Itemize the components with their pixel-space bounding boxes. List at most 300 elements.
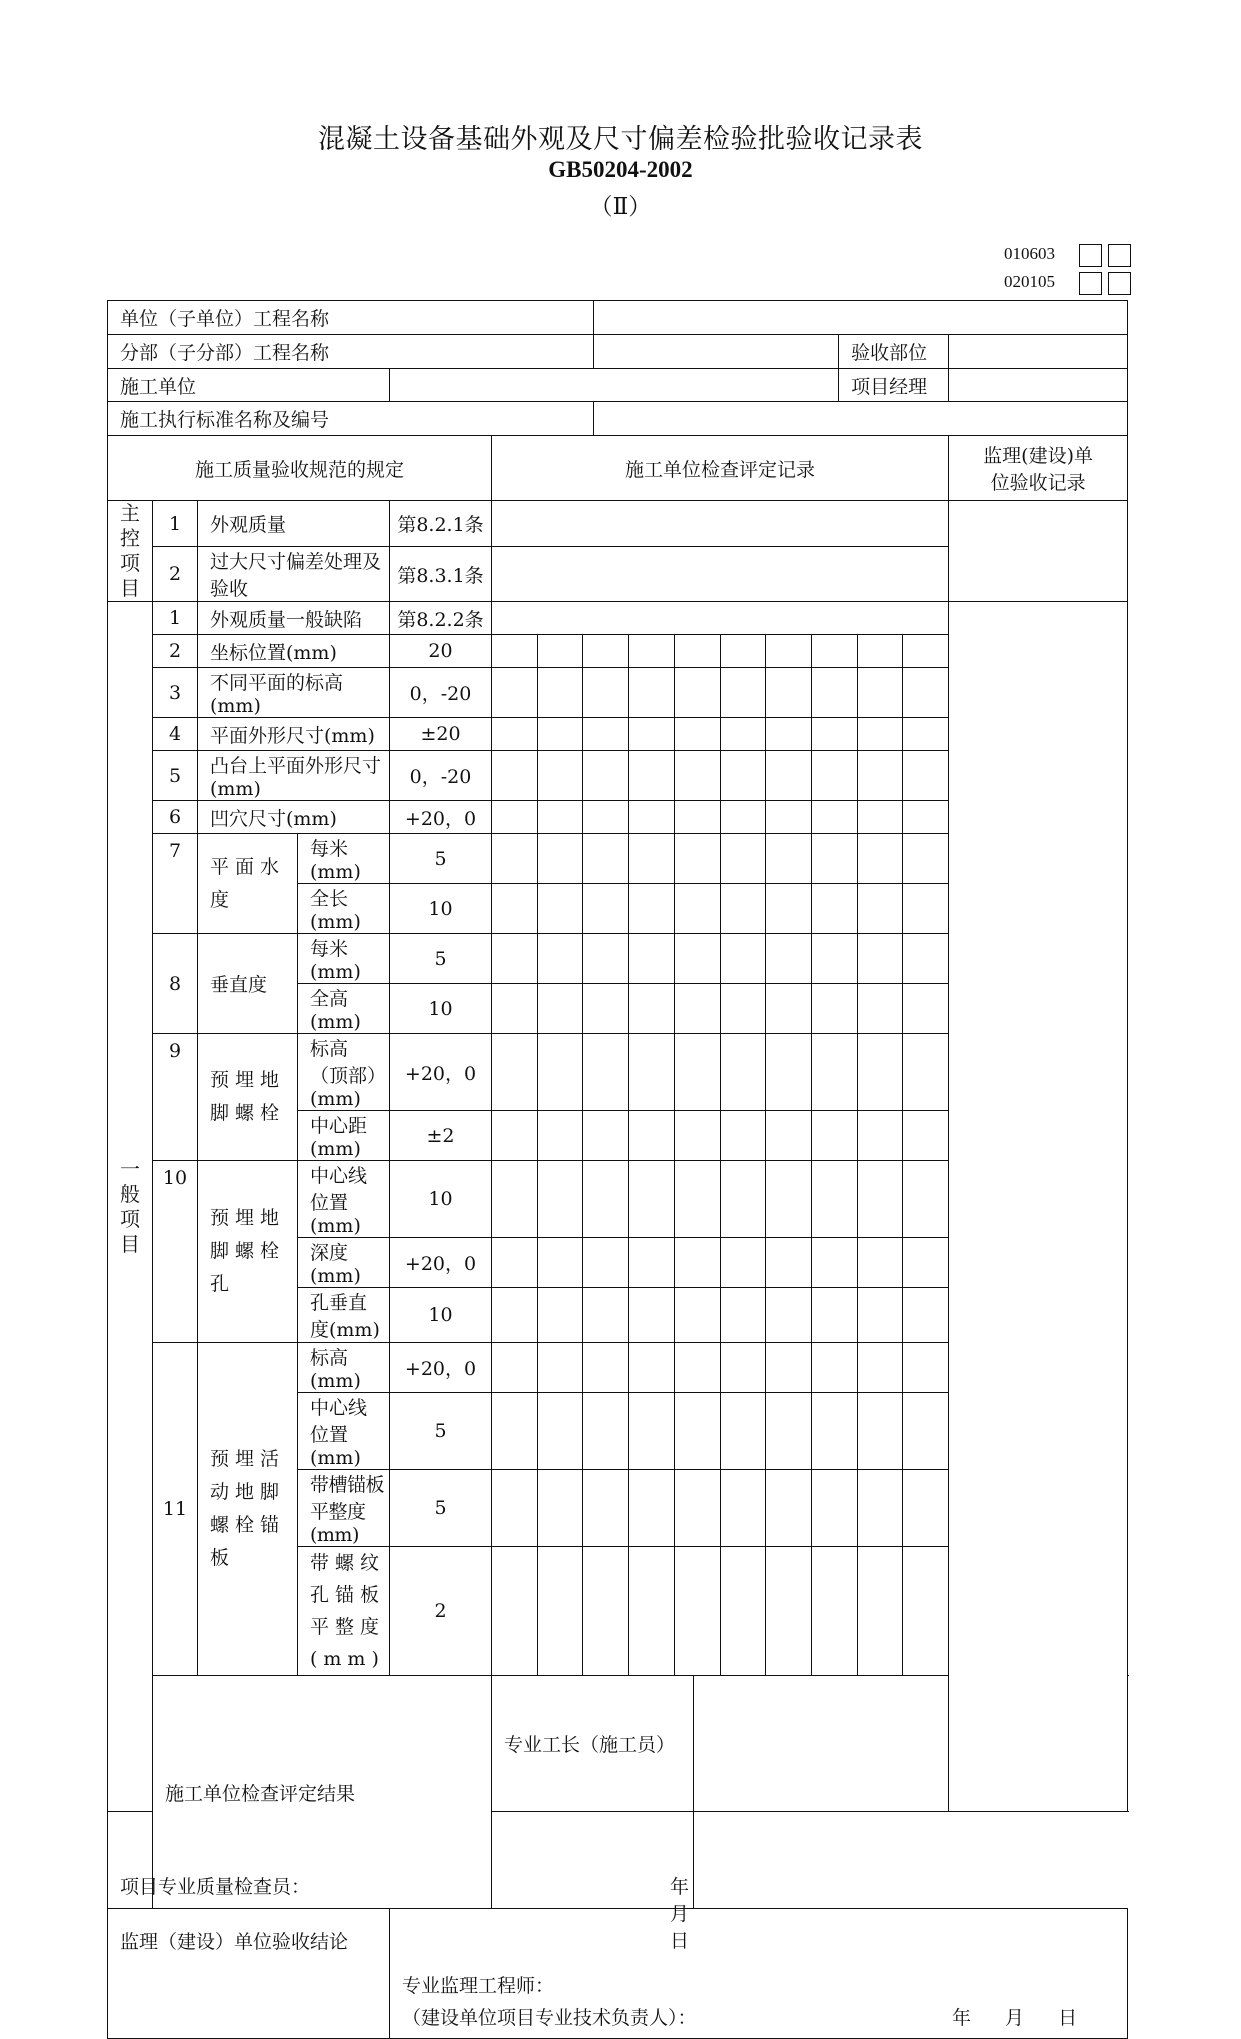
measurement-cells[interactable]: [492, 635, 949, 668]
measurement-cell[interactable]: [675, 934, 721, 983]
measurement-cell[interactable]: [721, 1547, 767, 1675]
supervisor-header-line2: 位验收记录: [990, 472, 1086, 494]
measurement-cell[interactable]: [675, 718, 721, 750]
measurement-cells[interactable]: [492, 668, 949, 718]
measurement-cell[interactable]: [903, 751, 948, 800]
measurement-cells[interactable]: [492, 884, 949, 934]
measurement-cell[interactable]: [766, 834, 812, 883]
measurement-cell[interactable]: [675, 1393, 721, 1469]
sub-item-name: 全长(mm): [298, 884, 390, 934]
measurement-cell[interactable]: [812, 934, 858, 983]
measurement-cell[interactable]: [492, 1111, 538, 1160]
measurement-cell[interactable]: [583, 884, 629, 933]
measurement-cells[interactable]: [492, 751, 949, 801]
measurement-cell[interactable]: [903, 934, 948, 983]
tolerance-value: ±2: [390, 1111, 492, 1161]
tolerance-value: 10: [390, 1288, 492, 1343]
sub-item-name: 带槽锚板平整度(mm): [298, 1470, 390, 1547]
measurement-cell[interactable]: [538, 984, 584, 1033]
measurement-cell[interactable]: [721, 1111, 767, 1160]
sub-item-name: 带螺纹孔锚板平整度(mm): [298, 1547, 390, 1676]
measurement-cells[interactable]: [492, 718, 949, 751]
measurement-cell[interactable]: [538, 834, 584, 883]
measurement-cell[interactable]: [903, 1238, 948, 1287]
acceptance-part-field[interactable]: [949, 335, 1128, 369]
measurement-cell[interactable]: [721, 718, 767, 750]
measurement-cell[interactable]: [492, 1288, 538, 1342]
measurement-cell[interactable]: [903, 984, 948, 1033]
measurement-cell[interactable]: [492, 884, 538, 933]
tolerance-value: 10: [390, 984, 492, 1034]
general-group-text: 一般项目: [120, 1156, 140, 1256]
measurement-cell[interactable]: [721, 884, 767, 933]
tolerance-value: +20，0: [390, 1034, 492, 1111]
measurement-cell[interactable]: [766, 1547, 812, 1675]
tolerance-value: 0，-20: [390, 668, 492, 718]
measurement-cell[interactable]: [492, 934, 538, 983]
measurement-cell[interactable]: [538, 1288, 584, 1342]
tolerance-value: 5: [390, 1470, 492, 1547]
form-title: 混凝土设备基础外观及尺寸偏差检验批验收记录表: [318, 124, 923, 155]
contractor-check-cell[interactable]: [492, 501, 949, 547]
measurement-cell[interactable]: [492, 751, 538, 800]
supervisor-record-header: [949, 436, 1128, 501]
measurement-cell[interactable]: [492, 1470, 538, 1546]
measurement-cell[interactable]: [812, 884, 858, 933]
measurement-cell[interactable]: [903, 718, 948, 750]
item-no: 7: [153, 834, 198, 934]
measurement-cell[interactable]: [812, 834, 858, 883]
sub-item-name: 标高(mm): [298, 1343, 390, 1393]
measurement-cell[interactable]: [858, 718, 904, 750]
foreman-label: 专业工长（施工员）: [492, 1676, 694, 1812]
measurement-cell[interactable]: [583, 1111, 629, 1160]
measurement-cell[interactable]: [538, 934, 584, 983]
item-no: 11: [153, 1343, 198, 1676]
measurement-cell[interactable]: [675, 1034, 721, 1110]
measurement-cell[interactable]: [675, 668, 721, 717]
sub-project-field[interactable]: [594, 335, 839, 369]
measurement-cell[interactable]: [492, 1034, 538, 1110]
measurement-cell[interactable]: [766, 1238, 812, 1287]
item-name: 过大尺寸偏差处理及验收: [198, 547, 390, 602]
measurement-cell[interactable]: [583, 668, 629, 717]
measurement-cell[interactable]: [492, 668, 538, 717]
date-label: 年 月 日: [952, 2007, 1078, 2029]
measurement-cells[interactable]: [492, 1238, 949, 1288]
measurement-cell[interactable]: [766, 1034, 812, 1110]
measurement-cell[interactable]: [583, 635, 629, 667]
measurement-cell[interactable]: [903, 1547, 948, 1675]
item-no: 8: [153, 934, 198, 1034]
measurement-cell[interactable]: [858, 1161, 904, 1237]
measurement-cell[interactable]: [903, 1161, 948, 1237]
contractor-result-label: 施工单位检查评定结果: [153, 1676, 492, 1909]
tolerance-value: 5: [390, 1393, 492, 1470]
measurement-cell[interactable]: [766, 1161, 812, 1237]
measurement-cell[interactable]: [675, 1470, 721, 1546]
item-name: 外观质量: [198, 501, 390, 547]
item-clause: 第8.3.1条: [390, 547, 492, 602]
measurement-cell[interactable]: [812, 1034, 858, 1110]
measurement-cell[interactable]: [629, 834, 675, 883]
measurement-cell[interactable]: [858, 751, 904, 800]
item-no: 6: [153, 801, 198, 834]
main-control-group-label: [108, 501, 153, 602]
measurement-cell[interactable]: [812, 635, 858, 667]
standard-name-field[interactable]: [594, 402, 1128, 436]
measurement-cell[interactable]: [858, 1238, 904, 1287]
measurement-cells[interactable]: [492, 1111, 949, 1161]
measurement-cell[interactable]: [858, 1111, 904, 1160]
measurement-cell[interactable]: [583, 1288, 629, 1342]
foreman-field[interactable]: [694, 1676, 949, 1812]
sub-item-name: 孔垂直度(mm): [298, 1288, 390, 1343]
measurement-cell[interactable]: [903, 635, 948, 667]
measurement-cell[interactable]: [721, 635, 767, 667]
measurement-cell[interactable]: [812, 668, 858, 717]
measurement-cells[interactable]: [492, 1393, 949, 1470]
measurement-cell[interactable]: [721, 1288, 767, 1342]
measurement-cell[interactable]: [858, 1470, 904, 1546]
code-box[interactable]: [1079, 244, 1102, 267]
project-manager-field[interactable]: [949, 369, 1128, 402]
tolerance-value: 5: [390, 934, 492, 984]
measurement-cell[interactable]: [675, 801, 721, 833]
measurement-cell[interactable]: [492, 1547, 538, 1675]
measurement-cell[interactable]: [583, 984, 629, 1033]
measurement-cell[interactable]: [903, 884, 948, 933]
measurement-cell[interactable]: [629, 1343, 675, 1392]
measurement-cell[interactable]: [812, 1470, 858, 1546]
measurement-cell[interactable]: [675, 884, 721, 933]
measurement-cell[interactable]: [538, 718, 584, 750]
measurement-cell[interactable]: [721, 1470, 767, 1546]
form-code-1: 010603: [1004, 244, 1055, 263]
measurement-cell[interactable]: [629, 1161, 675, 1237]
measurement-cell[interactable]: [492, 635, 538, 667]
measurement-cell[interactable]: [583, 1034, 629, 1110]
measurement-cell[interactable]: [492, 1238, 538, 1287]
measurement-cells[interactable]: [492, 801, 949, 834]
measurement-cell[interactable]: [538, 1238, 584, 1287]
item-name: 凹穴尺寸(mm): [198, 801, 390, 834]
item-group-name: 平面水度: [198, 834, 298, 934]
measurement-cell[interactable]: [675, 1343, 721, 1392]
measurement-cells[interactable]: [492, 1288, 949, 1343]
measurement-cell[interactable]: [721, 834, 767, 883]
measurement-cell[interactable]: [538, 635, 584, 667]
measurement-cells[interactable]: [492, 1547, 949, 1676]
measurement-cell[interactable]: [812, 801, 858, 833]
measurement-cell[interactable]: [629, 1547, 675, 1675]
acceptance-part-label: 验收部位: [839, 335, 949, 369]
spec-header: 施工质量验收规范的规定: [108, 436, 492, 501]
measurement-cell[interactable]: [903, 1288, 948, 1342]
measurement-cell[interactable]: [812, 1547, 858, 1675]
supervising-engineer-label: 专业监理工程师：: [402, 1975, 555, 1997]
measurement-cell[interactable]: [629, 718, 675, 750]
sub-item-name: 全高(mm): [298, 984, 390, 1034]
measurement-cell[interactable]: [858, 1288, 904, 1342]
measurement-cell[interactable]: [766, 751, 812, 800]
tolerance-value: 0，-20: [390, 751, 492, 801]
measurement-cell[interactable]: [858, 1393, 904, 1469]
measurement-cell[interactable]: [538, 884, 584, 933]
tolerance-value: 5: [390, 834, 492, 884]
standard-name-label: 施工执行标准名称及编号: [108, 402, 594, 436]
measurement-cell[interactable]: [629, 1470, 675, 1546]
measurement-cell[interactable]: [812, 1393, 858, 1469]
measurement-cell[interactable]: [583, 834, 629, 883]
measurement-cell[interactable]: [583, 934, 629, 983]
tolerance-value: 2: [390, 1547, 492, 1676]
measurement-cell[interactable]: [675, 1161, 721, 1237]
measurement-cell[interactable]: [858, 1343, 904, 1392]
measurement-cell[interactable]: [583, 1238, 629, 1287]
measurement-cell[interactable]: [538, 1343, 584, 1392]
measurement-cell[interactable]: [858, 1547, 904, 1675]
item-name: 坐标位置(mm): [198, 635, 390, 668]
item-name: 不同平面的标高(mm): [198, 668, 390, 718]
item-no: 10: [153, 1161, 198, 1343]
measurement-cell[interactable]: [629, 1238, 675, 1287]
sub-item-name: 中心距(mm): [298, 1111, 390, 1161]
measurement-cell[interactable]: [858, 984, 904, 1033]
measurement-cell[interactable]: [766, 1470, 812, 1546]
measurement-cell[interactable]: [629, 751, 675, 800]
sub-item-name: 每米(mm): [298, 934, 390, 984]
item-group-name: 预埋地脚螺栓孔: [198, 1161, 298, 1343]
measurement-cell[interactable]: [812, 718, 858, 750]
measurement-cell[interactable]: [721, 668, 767, 717]
measurement-cell[interactable]: [583, 751, 629, 800]
measurement-cell[interactable]: [492, 1393, 538, 1469]
measurement-cell[interactable]: [583, 801, 629, 833]
item-no: 5: [153, 751, 198, 801]
measurement-cell[interactable]: [675, 984, 721, 1033]
item-clause: 第8.2.2条: [390, 602, 492, 635]
measurement-cell[interactable]: [766, 1393, 812, 1469]
supervisor-check-cell[interactable]: [949, 501, 1128, 602]
project-manager-label: 项目经理: [839, 369, 949, 402]
measurement-cell[interactable]: [858, 884, 904, 933]
measurement-cell[interactable]: [812, 1343, 858, 1392]
measurement-cell[interactable]: [583, 718, 629, 750]
measurement-cell[interactable]: [766, 635, 812, 667]
tolerance-value: ±20: [390, 718, 492, 751]
sub-project-label: 分部（子分部）工程名称: [108, 335, 594, 369]
tolerance-value: 10: [390, 1161, 492, 1238]
measurement-cell[interactable]: [583, 1547, 629, 1675]
measurement-cell[interactable]: [812, 751, 858, 800]
measurement-cell[interactable]: [721, 751, 767, 800]
measurement-cell[interactable]: [721, 1034, 767, 1110]
measurement-cell[interactable]: [766, 1343, 812, 1392]
measurement-cells[interactable]: [492, 934, 949, 984]
item-no: 4: [153, 718, 198, 751]
measurement-cell[interactable]: [812, 1161, 858, 1237]
measurement-cell[interactable]: [583, 1393, 629, 1469]
measurement-cell[interactable]: [903, 1111, 948, 1160]
measurement-cell[interactable]: [583, 1343, 629, 1392]
measurement-cell[interactable]: [629, 1393, 675, 1469]
measurement-cell[interactable]: [812, 984, 858, 1033]
measurement-cell[interactable]: [538, 1034, 584, 1110]
tolerance-value: +20，0: [390, 1343, 492, 1393]
supervisor-conclusion-field[interactable]: [390, 1909, 1128, 2039]
contractor-field[interactable]: [390, 369, 839, 402]
measurement-cell[interactable]: [629, 1111, 675, 1160]
measurement-cell[interactable]: [721, 1238, 767, 1287]
measurement-cell[interactable]: [629, 1288, 675, 1342]
sub-item-name: 每米(mm): [298, 834, 390, 884]
measurement-cells[interactable]: [492, 834, 949, 884]
acceptance-record-table: [107, 300, 1128, 2039]
measurement-cell[interactable]: [675, 1547, 721, 1675]
measurement-cell[interactable]: [492, 834, 538, 883]
item-group-name: 垂直度: [198, 934, 298, 1034]
measurement-cell[interactable]: [675, 635, 721, 667]
measurement-cell[interactable]: [812, 1238, 858, 1287]
general-group-label: [108, 602, 153, 1812]
tolerance-value: +20，0: [390, 801, 492, 834]
measurement-cell[interactable]: [766, 984, 812, 1033]
item-no: 1: [153, 501, 198, 547]
measurement-cell[interactable]: [583, 1161, 629, 1237]
tolerance-value: 10: [390, 884, 492, 934]
item-no: 2: [153, 547, 198, 602]
standard-code: GB50204-2002: [548, 157, 693, 182]
code-box[interactable]: [1108, 272, 1131, 295]
contractor-label: 施工单位: [108, 369, 390, 402]
measurement-cell[interactable]: [538, 801, 584, 833]
measurement-cell[interactable]: [812, 1111, 858, 1160]
measurement-cell[interactable]: [766, 934, 812, 983]
measurement-cell[interactable]: [903, 834, 948, 883]
measurement-cells[interactable]: [492, 984, 949, 1034]
item-no: 9: [153, 1034, 198, 1161]
measurement-cells[interactable]: [492, 1470, 949, 1547]
measurement-cell[interactable]: [721, 1393, 767, 1469]
code-box[interactable]: [1079, 272, 1102, 295]
measurement-cell[interactable]: [583, 1470, 629, 1546]
measurement-cell[interactable]: [812, 1288, 858, 1342]
measurement-cell[interactable]: [492, 984, 538, 1033]
measurement-cell[interactable]: [538, 1547, 584, 1675]
measurement-cell[interactable]: [858, 668, 904, 717]
measurement-cells[interactable]: [492, 1161, 949, 1238]
measurement-cell[interactable]: [538, 1393, 584, 1469]
measurement-cell[interactable]: [629, 1034, 675, 1110]
measurement-cell[interactable]: [721, 801, 767, 833]
owner-tech-lead-label: （建设单位项目专业技术负责人）：: [402, 2007, 697, 2029]
measurement-cell[interactable]: [538, 1161, 584, 1237]
contractor-check-cell[interactable]: [492, 547, 949, 602]
item-name: 外观质量一般缺陷: [198, 602, 390, 635]
measurement-cells[interactable]: [492, 1034, 949, 1111]
tolerance-value: 20: [390, 635, 492, 668]
sub-item-name: 中心线位置(mm): [298, 1161, 390, 1238]
measurement-cell[interactable]: [721, 934, 767, 983]
measurement-cell[interactable]: [766, 801, 812, 833]
unit-project-field[interactable]: [594, 301, 1128, 335]
quality-inspector-label: 项目专业质量检查员：: [120, 1876, 311, 1898]
measurement-cell[interactable]: [721, 1161, 767, 1237]
measurement-cell[interactable]: [903, 801, 948, 833]
measurement-cell[interactable]: [766, 1288, 812, 1342]
measurement-cell[interactable]: [858, 1034, 904, 1110]
sub-item-name: 标高（顶部）(mm): [298, 1034, 390, 1111]
item-no: 2: [153, 635, 198, 668]
item-name: 平面外形尺寸(mm): [198, 718, 390, 751]
measurement-cell[interactable]: [858, 635, 904, 667]
unit-project-label: 单位（子单位）工程名称: [108, 301, 594, 335]
sub-item-name: 中心线位置(mm): [298, 1393, 390, 1470]
measurement-cell[interactable]: [903, 1034, 948, 1110]
measurement-cell[interactable]: [492, 718, 538, 750]
measurement-cell[interactable]: [629, 635, 675, 667]
measurement-cell[interactable]: [675, 834, 721, 883]
measurement-cell[interactable]: [492, 801, 538, 833]
measurement-cell[interactable]: [858, 934, 904, 983]
measurement-cells[interactable]: [492, 1343, 949, 1393]
measurement-cell[interactable]: [538, 751, 584, 800]
measurement-cell[interactable]: [492, 1161, 538, 1237]
item-group-name: 预埋活动地脚螺栓锚板: [198, 1343, 298, 1676]
measurement-cell[interactable]: [766, 1111, 812, 1160]
measurement-cell[interactable]: [629, 801, 675, 833]
contractor-check-cell[interactable]: [492, 602, 949, 635]
measurement-cell[interactable]: [721, 984, 767, 1033]
measurement-cell[interactable]: [538, 1470, 584, 1546]
item-name: 凸台上平面外形尺寸(mm): [198, 751, 390, 801]
measurement-cell[interactable]: [858, 801, 904, 833]
item-no: 1: [153, 602, 198, 635]
code-box[interactable]: [1108, 244, 1131, 267]
measurement-cell[interactable]: [766, 884, 812, 933]
measurement-cell[interactable]: [675, 1238, 721, 1287]
measurement-cell[interactable]: [766, 718, 812, 750]
contractor-record-header: 施工单位检查评定记录: [492, 436, 949, 501]
supervisor-check-cell[interactable]: [949, 602, 1128, 1812]
item-no: 3: [153, 668, 198, 718]
measurement-cell[interactable]: [903, 1470, 948, 1546]
form-code-2: 020105: [1004, 272, 1055, 291]
measurement-cell[interactable]: [675, 1288, 721, 1342]
measurement-cell[interactable]: [675, 1111, 721, 1160]
measurement-cell[interactable]: [629, 884, 675, 933]
measurement-cell[interactable]: [858, 834, 904, 883]
measurement-cell[interactable]: [766, 668, 812, 717]
measurement-cell[interactable]: [903, 1343, 948, 1392]
measurement-cell[interactable]: [903, 1393, 948, 1469]
supervisor-conclusion-label: 监理（建设）单位验收结论: [108, 1909, 390, 2039]
form-part: （Ⅱ）: [589, 194, 652, 220]
measurement-cell[interactable]: [629, 934, 675, 983]
measurement-cell[interactable]: [675, 751, 721, 800]
measurement-cell[interactable]: [629, 984, 675, 1033]
measurement-cell[interactable]: [492, 1343, 538, 1392]
sub-item-name: 深度(mm): [298, 1238, 390, 1288]
measurement-cell[interactable]: [538, 1111, 584, 1160]
measurement-cell[interactable]: [903, 668, 948, 717]
item-clause: 第8.2.1条: [390, 501, 492, 547]
measurement-cell[interactable]: [721, 1343, 767, 1392]
measurement-cell[interactable]: [629, 668, 675, 717]
supervisor-header-line1: 监理(建设)单: [983, 445, 1093, 467]
measurement-cell[interactable]: [538, 668, 584, 717]
